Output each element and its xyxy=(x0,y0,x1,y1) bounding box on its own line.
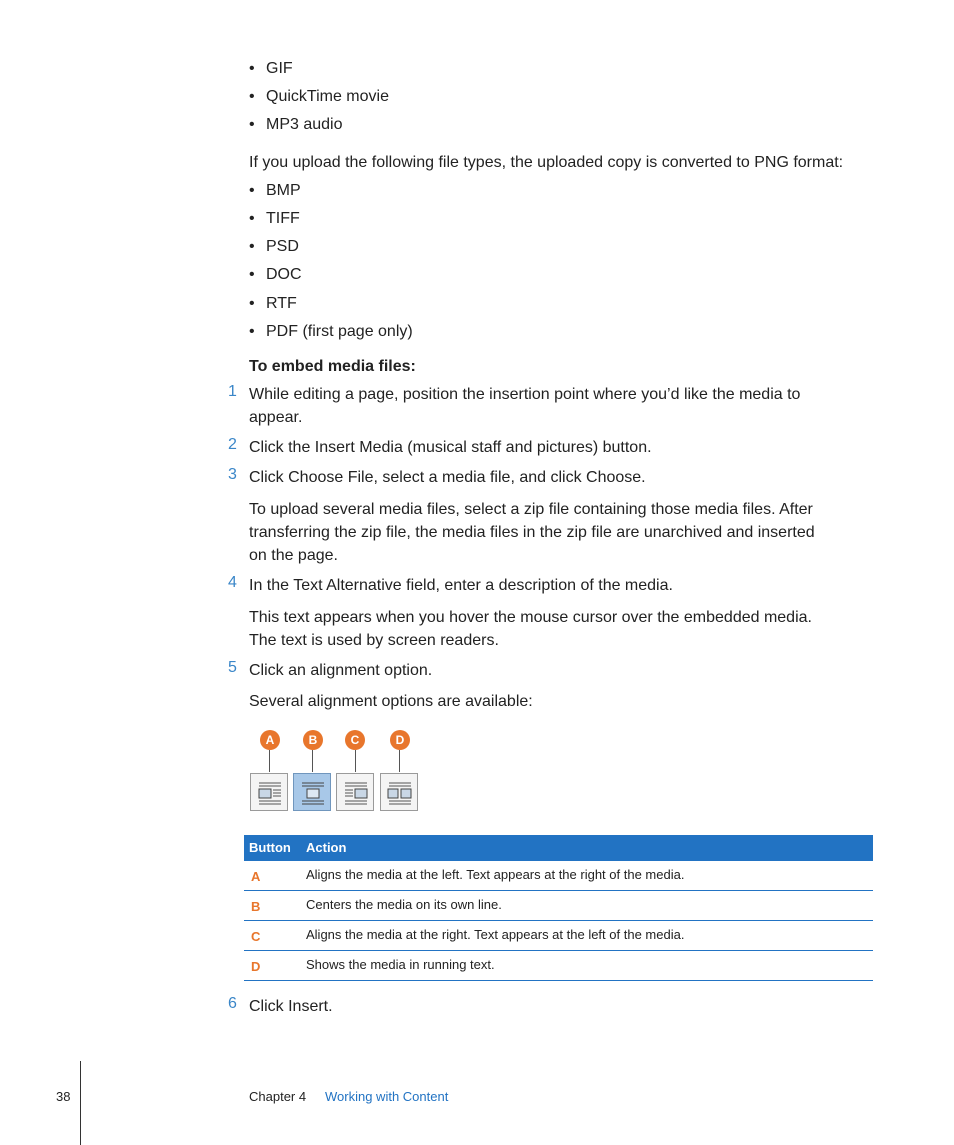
footer-divider xyxy=(80,1061,81,1145)
table-row xyxy=(244,891,873,921)
badge-a: A xyxy=(260,730,280,750)
step-text: Click an alignment option. xyxy=(249,662,433,679)
connector-line xyxy=(312,750,313,772)
step-number: 5 xyxy=(228,659,237,676)
column-header-action: Action xyxy=(306,840,347,855)
list-item-text: PDF (first page only) xyxy=(266,323,413,340)
row-action: Aligns the media at the left. Text appears at the right of the media. xyxy=(306,867,685,882)
page-number: 38 xyxy=(56,1089,71,1104)
bullet-dot: • xyxy=(249,266,255,283)
bullet-dot: • xyxy=(249,323,255,340)
connector-line xyxy=(399,750,400,772)
connector-line xyxy=(269,750,270,772)
step-number: 2 xyxy=(228,436,237,453)
bullet-dot: • xyxy=(249,295,255,312)
list-item-text: MP3 audio xyxy=(266,116,343,133)
badge-c: C xyxy=(345,730,365,750)
align-center-icon xyxy=(294,774,332,812)
step-text: Click the Insert Media (musical staff and pictures) button. xyxy=(249,439,652,456)
alignment-table xyxy=(244,835,873,981)
row-key: A xyxy=(251,869,261,884)
step-text: Click Choose File, select a media file, and click Choose. xyxy=(249,469,646,486)
table-header xyxy=(244,835,873,861)
step-text: Click Insert. xyxy=(249,998,333,1015)
step-note: Several alignment options are available: xyxy=(249,693,533,710)
table-row xyxy=(244,951,873,981)
step-number: 3 xyxy=(228,466,237,483)
align-center-button[interactable] xyxy=(293,773,331,811)
convert-intro: If you upload the following file types, the uploaded copy is converted to PNG format: xyxy=(249,154,844,171)
bullet-dot: • xyxy=(249,88,255,105)
step-note: This text appears when you hover the mouse cursor over the embedded media. The text is used by screen readers. xyxy=(249,609,812,649)
list-item-text: PSD xyxy=(266,238,299,255)
column-header-button: Button xyxy=(249,840,291,855)
step-text: While editing a page, position the insertion point where you’d like the media to appear. xyxy=(249,386,801,426)
bullet-dot: • xyxy=(249,60,255,77)
list-item-text: QuickTime movie xyxy=(266,88,389,105)
align-right-icon xyxy=(337,774,375,812)
align-left-icon xyxy=(251,774,289,812)
step-number: 1 xyxy=(228,383,237,400)
bullet-dot: • xyxy=(249,116,255,133)
step-text: In the Text Alternative field, enter a description of the media. xyxy=(249,577,673,594)
connector-line xyxy=(355,750,356,772)
row-key: D xyxy=(251,959,261,974)
step-number: 4 xyxy=(228,574,237,591)
align-inline-icon xyxy=(381,774,419,812)
badge-b: B xyxy=(303,730,323,750)
table-row xyxy=(244,861,873,891)
step-number: 6 xyxy=(228,995,237,1012)
align-inline-button[interactable] xyxy=(380,773,418,811)
list-item-text: BMP xyxy=(266,182,301,199)
row-key: C xyxy=(251,929,261,944)
list-item-text: RTF xyxy=(266,295,297,312)
list-item-text: GIF xyxy=(266,60,293,77)
section-heading: To embed media files: xyxy=(249,358,416,375)
bullet-dot: • xyxy=(249,210,255,227)
row-key: B xyxy=(251,899,261,914)
align-right-button[interactable] xyxy=(336,773,374,811)
row-action: Aligns the media at the right. Text appears at the left of the media. xyxy=(306,927,685,942)
footer-chapter-title: Working with Content xyxy=(325,1089,449,1104)
table-row xyxy=(244,921,873,951)
align-left-button[interactable] xyxy=(250,773,288,811)
badge-d: D xyxy=(390,730,410,750)
row-action: Centers the media on its own line. xyxy=(306,897,502,912)
bullet-dot: • xyxy=(249,238,255,255)
list-item-text: DOC xyxy=(266,266,302,283)
list-item-text: TIFF xyxy=(266,210,300,227)
step-note: To upload several media files, select a zip file containing those media files. After transferring the zip file, the media files in the zip file are unarchived and inserted on the page. xyxy=(249,501,815,564)
footer-chapter: Chapter 4 xyxy=(249,1089,307,1104)
bullet-dot: • xyxy=(249,182,255,199)
row-action: Shows the media in running text. xyxy=(306,957,495,972)
